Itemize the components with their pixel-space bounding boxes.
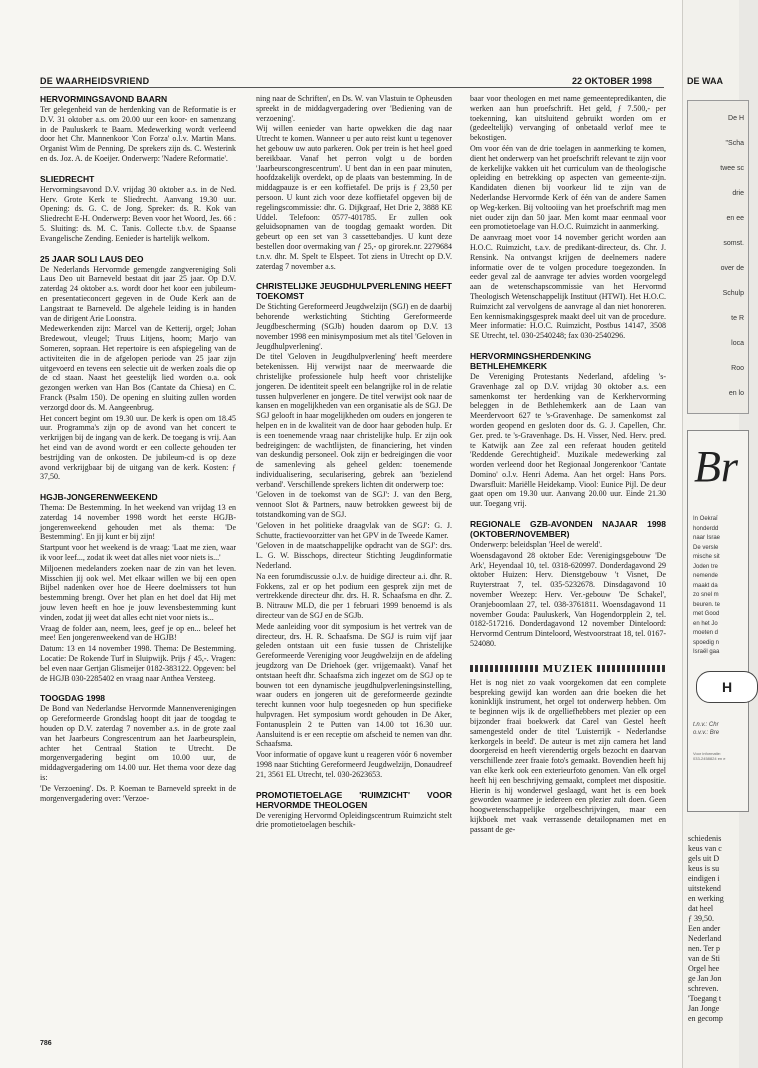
text-line: dat heel (688, 904, 714, 913)
text-line: gels uit D (688, 854, 720, 863)
sidebar-cell: twee sc (720, 165, 744, 172)
article-heading: HGJB-JONGERENWEEKEND (40, 492, 158, 503)
paragraph: ning naar de Schriften', en Ds. W. van Vlastuin te Opheusden spreekt in de middagvergadering over 'Bediening van de verzoening'. (256, 94, 452, 123)
paragraph: Wij willen eenieder van harte opwekken die dag naar Utrecht te komen. Wanneer u per auto reist kunt u tegenover het gebouw uw auto parkeren. Ook per trein is het heel goed bereikbaar. Vanaf het perron volgt u de borden 'Jaarbeurscongrescentrum'. U bent dan in een paar minuten, hoofdzakelijk overdekt, op de plaats van bestemming. In de middagpauze is er een koffietafel. De prijs is ƒ 23,50 per persoon. U kunt zich voor deze koffietafel opgeven bij de regelingscommissie: dhr. G. Dijkgraaf, Het Drie 2, 3888 KE Uddel. Telefoon: 0577-401785. Er zullen ook geluidsopnamen van de toogdag gemaakt worden. Dit gebeurt op een set van 3 cassettebandjes. U kunt deze bestellen door overmaking van ƒ 25,- op girorek.nr. 2279684 t.n.v. dhr. M. Spelt te Elspeet. Tot ziens in Utrecht op D.V. zaterdag 7 november a.s. (256, 124, 452, 271)
ad-line: maakt da (693, 582, 718, 589)
sidebar-cell: over de (720, 265, 744, 272)
paragraph: Vraag de folder aan, neem, lees, geef je op en... beleef het mee! Een jongerenweekend van de HGJB! (40, 623, 236, 643)
paragraph: De titel 'Geloven in Jeugdhulpverlening' heeft meerdere betekenissen. Hij verwijst naar de meerwaarde die christelijke professionele hulp heeft voor christelijke jongeren. De identiteit speelt een belangrijke rol in de relatie tussen hulpverlener en jongere. De titel verwijst ook naar de kansen en mogelijkheden van een organisatie als de SGJ. De SGJ gelooft in haar mogelijkheden om ouders en jongeren te helpen en in de kwaliteit van de door haar geboden hulp. Er is een toenemende vraag naar christelijke hulp. Er zijn ook bedreigingen: de wachtlijsten, de financiering, het vinden van deskundig personeel. Ook zijn er bedreigingen die voor de samenleving als geheel gelden: toenemende individualisering, secularisering, gebrek aan 'bezielend verband'. Verschillende sprekers lichten dit onderwerp toe: (256, 352, 452, 489)
page-header (0, 0, 682, 86)
section-gap (40, 483, 236, 492)
issue-date: 22 OKTOBER 1998 (572, 76, 652, 86)
ad-badge: H (696, 671, 758, 703)
column-2 (256, 94, 452, 1034)
paragraph: De aanvraag moet voor 14 november gericht worden aan H.O.C. Ruimzicht, t.a.v. de predikant-directeur, ds. Chr. J. Rensink. Na ontvangst krijgen de deelnemers nadere informatie over de te volgen procedure toegezonden. In eeder geval zal de aanvrage ter advies worden voorgelegd aan de wetenschapscommissie van het Hervormd Theologisch Wetenschappelijk Instituut (HTWI). Het H.O.C. Ruimzicht zal vervolgens de aanvrage al dan niet honoreren. Een kennismakingsgesprek maakt deel uit van de procedure. Meer informatie: H.O.C. Ruimzicht, Postbus 14147, 3508 SE Utrecht, tel. 030-2540248; fax 030-2540296. (470, 233, 666, 341)
ad-fine-line: 033-2458824 en e (693, 756, 726, 761)
ad-line: naar Israe (693, 535, 721, 541)
text-line: keus is su (688, 864, 720, 873)
paragraph: 'De Verzoening'. Ds. P. Koeman te Barneveld spreekt in de morgenvergadering over: 'Verzoe- (40, 783, 236, 803)
ad-line: Joden tre (693, 563, 719, 570)
adjacent-article-text (688, 834, 748, 1024)
ad-line: met Good (693, 611, 720, 617)
paragraph: De Bond van Nederlandse Hervormde Mannenverenigingen op Gereformeerde Grondslag hoopt dit jaar de toogdag te houden op D.V. zaterdag 7 november a.s. in de grote zaal van het Jaarbeurs Congrescentrum aan het Jaarbeursplein, achter het Centraal Station te Utrecht. De morgenvergadering begint om 10.00 uur, de middagvergadering om 14.00 uur. Het thema voor deze dag is: (40, 704, 236, 783)
ad-line: beuren. te (693, 601, 721, 608)
paragraph: Medewerkenden zijn: Marcel van de Ketterij, orgel; Johan Bredewout, vleugel; Truus Litjens, hoorn; Marjo van Someren, sopraan. Het repertoire is een afspiegeling van de activiteiten die in de afgelopen periode van 25 jaar zijn uitgevoerd en tevens een selectie uit de werken zoals die op de cd staan. Naast het geestelijk lied worden o.a. ook gezongen werken van Han Bos (Cantate da Chiesa) en C. Franck (Psalm 150). De opening en sluiting zullen worden verzorgd door ds. M. Aangeenbrug. (40, 324, 236, 412)
paragraph: Woensdagavond 28 oktober Ede: Verenigingsgebouw 'De Ark', Heyendaal 10, tel. 0318-620997. Donderdagavond 29 oktober Huizen: Herv. Dienstgebouw 't Visnet, De Ruyterstraat 7, tel. 035-5232678. Dinsdagavond 10 november Weezep: Herv. Ver.-gebouw 'De Schakel', Oranjeboomlaan 27, tel. 038-3761811. Woensdagavond 11 november Gouda: Pauluskerk, Van Hogendorpplein 2, tel. 0182-517216. Donderdagavond 12 november Dinteloord: Hervormd Centrum Dinteloord, Westvoorstraat 18, tel. 0167-524080. (470, 550, 666, 649)
ad-logo: Br (694, 442, 738, 491)
section-gap (40, 245, 236, 254)
article-heading: REGIONALE GZB-AVONDEN NAJAAR 1998 (OKTOBER/NOVEMBER) (470, 519, 666, 540)
section-gap (256, 272, 452, 281)
text-line: keus van c (688, 844, 722, 853)
article-heading: HERVORMINGSHERDENKING BETHLEHEMKERK (470, 350, 592, 371)
sidebar-cell: Schulp (722, 290, 744, 297)
text-line: Nederland (688, 934, 722, 943)
paragraph: De vereniging Hervormd Opleidingscentrum Ruimzicht stelt drie promotietoelagen beschik- (256, 810, 452, 830)
sidebar-cell: loca (731, 340, 744, 347)
paragraph: Om voor één van de drie toelagen in aanmerking te komen, dient het onderwerp van het proefschrift relevant te zijn voor de kerkelijke vakken uit het curriculum van de theologische opleiding en betrekking op aspecten van gemeente-zijn. Kandidaten dienen bij voorkeur lid te zijn van de Nederlandse Hervormde Kerk of één van de andere Samen op Weg-kerken. Bij voltooiing van het proefschrift mag men niet ouder zijn dan 50 jaar. Men komt maar eenmaal voor een promotietoelage van H.O.C. Ruimzicht in aanmerking. (470, 143, 666, 232)
text-line: schreven. (688, 984, 719, 993)
section-title-muziek (470, 663, 666, 675)
adjacent-page-header: DE WAA (687, 76, 723, 86)
paragraph: Onderwerp: beleidsplan 'Heel de wereld'. (470, 540, 602, 550)
paragraph: Thema: De Bestemming. In het weekend van vrijdag 13 en zaterdag 14 november 1998 wordt het eerste HGJB-jongerenweekend gehouden met als thema: 'De Bestemming'. En jij kunt er bij zijn! (40, 503, 236, 542)
ad-line: honderdd (693, 525, 719, 532)
ornament-left (470, 665, 539, 672)
paragraph: baar voor theologen en met name gemeentepredikanten, die werken aan hun proefschrift. Het geld, ƒ 7.500,- per toekenning, kan uitsluitend gebruikt worden om er (gedeeltelijk) vervanging of onbetaald verlof mee te bekostigen. (470, 94, 666, 143)
publication-title: DE WAARHEIDSVRIEND (40, 76, 150, 86)
ad-line: en het Jo (693, 620, 718, 627)
text-line: uitstekend (688, 884, 721, 893)
advertisement (687, 430, 749, 812)
ad-payment-note (693, 721, 719, 737)
paragraph: Het concert begint om 19.30 uur. De kerk is open om 18.45 uur. Programma's zijn op de avond van het concert te verkrijgen bij de ingang van de kerk. De toegang is vrij. Aan het eind van de avond wordt er een collecte gehouden ter bestrijding van de onkosten. De jubileum-cd is op deze avond verkrijgbaar bij de uitgang van de kerk. Kosten: ƒ 37,50. (40, 413, 236, 482)
page-number: 786 (40, 1040, 52, 1047)
paragraph: 'Geloven in het politieke draagvlak van de SGJ': G. J. Schutte, fractievoorzitter van het GPV in de Tweede Kamer. (256, 520, 452, 540)
paragraph: 'Geloven in de toekomst van de SGJ': J. van den Berg, vennoot Slot & Partners, nauw betrokken geweest bij de totstandkoming van de SGJ. (256, 490, 452, 520)
text-line: schiedenis (688, 834, 722, 843)
ad-line: De versle (693, 544, 719, 551)
text-line: nen. Ter p (688, 944, 720, 953)
section-gap (256, 781, 452, 790)
ad-line: Israël gaa (693, 649, 720, 655)
text-line: Jan Jonge (688, 1004, 720, 1013)
ad-sig-line: o.v.v.: Bre (693, 730, 720, 736)
sidebar-cell: Roo (731, 365, 744, 372)
column-3 (470, 94, 666, 1034)
paragraph: De Stichting Gereformeerd Jeugdwelzijn (SGJ) en de daarbij behorende werkstichting Stichting Gereformeerde Jeugdbescherming (SGJb) houden daarom op D.V. 13 november 1998 een minisymposium met als titel 'Geloven in Jeugdhulpverlening'. (256, 302, 452, 351)
sidebar-cell: en ee (726, 215, 744, 222)
ad-text (693, 515, 747, 658)
section-gap (40, 165, 236, 174)
text-line: 'Toegang t (688, 994, 722, 1003)
text-line: ƒ 39,50. (688, 914, 714, 923)
ad-line: spoedig n (693, 639, 720, 646)
ad-fine-print (693, 751, 725, 761)
ad-line: In Oekraï (693, 516, 718, 522)
paragraph: Datum: 13 en 14 november 1998. Thema: De Bestemming. Locatie: De Rokende Turf in Sluipwijk. Prijs ƒ 45,-. Vragen: bel even naar Gertjan Glismeijer 0182-383122. Opgeven: bel de HGJB 030-2285402 en vraag naar Anthea Versteeg. (40, 644, 236, 683)
paragraph: Het is nog niet zo vaak voorgekomen dat een complete bespreking gewijd kan worden aan drie boeken die het koninklijk instrument, het orgel tot onderwerp hebben. Om te beginnen wijs ik de orgelliefhebbers met plezier op een bijzonder fraai boekwerk dat Carel van Gestel heeft samengesteld onder de titel 'Luisterrijk - Nederlandse kerkorgels in beeld'. De auteur is met zijn camera het land doorgereisd en heeft vierendertig orgels bezocht en daarvan verschillende zeer fraaie foto's gemaakt. Bovendien heeft hij van elke kerk ook een exterieurfoto genomen. Van elk orgel heeft hij een beschrijving gemaakt, compleet met dispositie. Hierin is hij wonderwel geslaagd, want het is een boek geworden waarmee je iedereen een plezier zult doen. Geen hoogwetenschappelijke orgelbeschrijvingen, maar een kijkboek met vaak verrassende detailopnamen met en passant de ge- (470, 677, 666, 834)
article-heading: SLIEDRECHT (40, 173, 95, 184)
text-line: Een ander (688, 924, 721, 933)
paragraph: Startpunt voor het weekend is de vraag: 'Laat me zien, waar ik voor leef..., zodat ik weet dat alles niet voor niets is...' (40, 543, 236, 563)
section-gap (470, 650, 666, 659)
paragraph: Na een forumdiscussie o.l.v. de huidige directeur a.i. dhr. R. Fokkens, zal er op het podium een gesprek zijn met de vertrekkende directeur dhr. drs. H. R. Schaafsma en dhr. Z. B. Nitrauw MLD, die per 1 februari 1999 benoemd is als directeur van de SGJ en de SGJb. (256, 571, 452, 621)
text-line: Orgel hee (688, 964, 720, 973)
article-heading: HERVORMINGSAVOND BAARN (40, 94, 168, 104)
ad-line: mische sit (693, 554, 720, 560)
section-gap (40, 684, 236, 693)
article-heading: PROMOTIETOELAGE 'RUIMZICHT' VOOR HERVORMDE THEOLOGEN (256, 789, 452, 810)
ad-sig-line: t.n.v.: Chr (693, 722, 719, 728)
article-heading: TOOGDAG 1998 (40, 693, 106, 704)
sidebar-cell: somst. (723, 240, 744, 247)
ad-line: nemende (693, 573, 719, 579)
paragraph: De Vereniging Protestants Nederland, afdeling 's-Gravenhage zal op D.V. vrijdag 30 oktober a.s. een samenkomst ter herdenking van de Kerkhervorming beleggen in de Bethlehemkerk aan de Laan van Meerdervoort 627 te 's-Gravenhage. De samenkomst zal worden geopend en gesloten door ds. G. J. Capellen, Chr. Ger. pred. te 's-Gravenhage. Ds. H. Visser, Ned. Herv. pred. te Katwijk aan Zee zal een referaat houden getiteld 'Reddende Gerechtigheid'. Muzikale medewerking zal worden verleend door het Regionaal Jongerenkoor 'Cantate Domino' o.l.v. Henri Adema. Aan het orgel: Hans Pors. Dwarsfluit: Mariëlle Heidekamp. Vioolː Eunice Pijl. De deur gaat open om 19.30 uur. Aanvang 20.00 uur. Einde 21.30 uur. Toegang vrij. (470, 371, 666, 509)
article-heading: 25 JAAR SOLI LAUS DEO (40, 253, 144, 264)
paragraph: Miljoenen medelanders zoeken naar de zin van het leven. Misschien jij ook wel. Met elkaar willen we bij een open Bijbel nadenken over hoe de Heere doelmissers tot hun bestemming brengt. Over het plan en het doel dat Hij met jouw leven heeft en hoe je jouw levensbestemming kunt vinden, zodat jij weet dat alles echt niet voor niets is... (40, 563, 236, 622)
text-line: ge Jan Jon (688, 974, 722, 983)
paragraph: Ter gelegenheid van de herdenking van de Reformatie is er D.V. 31 oktober a.s. om 20.00 uur een koor- en samenzang in de Pauluskerk te Baarn. Medewerking wordt verleend door het Chr. Mannenkoor 'Con Forza' o.l.v. Martin Mans. Organist Wim de Penning. De sprekers zijn ds. C. Westerink en ds. Joz. A. de Koeijer. Onderwerp: 'Nadere Reformatie'. (40, 105, 236, 163)
paragraph: 'Geloven in de maatschappelijke opdracht van de SGJ': drs. L. G. W. Bisschops, directeur Stichting Jeugdinformatie Nederland. (256, 541, 452, 571)
paragraph: Voor informatie of opgave kunt u reageren vóór 6 november 1998 naar Stichting Gereformeerd Jeugdwelzijn, Donaudreef 21, 3561 EL Utrecht, tel. 030-2623653. (256, 750, 452, 779)
ad-fine-line: Voor informatie: (693, 751, 722, 756)
sidebar-cell: "Scha (725, 140, 744, 147)
sidebar-cell: drie (732, 190, 744, 197)
adjacent-page (682, 0, 744, 1068)
adjacent-sidebar-box (687, 100, 749, 414)
header-rule (40, 87, 664, 88)
text-line: eindigen i (688, 874, 720, 883)
sidebar-cell: te R (731, 315, 744, 322)
sidebar-cell: en lo (728, 390, 744, 397)
article-heading: CHRISTELIJKE JEUGDHULPVERLENING HEEFT TOEKOMST (256, 281, 452, 302)
text-line: en werking (688, 894, 724, 903)
ad-line: moeten d (693, 630, 719, 636)
muziek-label: MUZIEK (542, 662, 594, 675)
paragraph: Hervormingsavond D.V. vrijdag 30 oktober a.s. in de Ned. Herv. Grote Kerk te Sliedrecht. Aanvang 19.30 uur. Opening: ds. G. C. de Jong. Spreker: ds. R. Kok van Sliedrecht E-H. Onderwerp: Beven voor het Woord, Jes. 66 : 5. Sluiting: ds. M. C. Tanis. Collecte t.b.v. de Spaanse Evangelische Zending. Eenieder is hartelijk welkom. (40, 184, 236, 243)
ornament-right (597, 665, 666, 672)
text-line: van de Sti (688, 954, 720, 963)
sidebar-cell: De H (728, 115, 744, 122)
column-1 (40, 94, 236, 1034)
ad-line: zo snel m (693, 592, 719, 598)
paragraph: De Nederlands Hervormde gemengde zangvereniging Soli Laus Deo uit Barneveld bestaat dit jaar 25 jaar. Op D.V. zaterdag 24 oktober a.s. wordt door het koor een jubileum- en presentatieconcert gegeven in de Oude Kerk aan de Langstraat te Barneveld. De algehele leiding is in handen van de dirigent Arie Loonstra. (40, 264, 236, 323)
section-gap (470, 510, 666, 519)
text-line: en gecomp (688, 1014, 723, 1023)
section-gap (470, 342, 666, 351)
paragraph: Mede aanleiding voor dit symposium is het vertrek van de directeur, drs. H. R. Schaafsma. De SGJ is ruim vijf jaar geleden ontstaan uit een fusie tussen de Christelijke Gereformeerde Vereniging voor Jeugdwelzijn en de afdeling jeugdzorg van De Driehoek (ger. vrijgemaakt). Vanaf het ontstaan heeft dhr. Schaafsma zich ingezet om de SGJ op te bouwen tot een dynamische jeugdhulpverleningsinstelling, waar ouders en jongeren uit de gereformeerde gezindte terecht kunnen voor hulp toegesneden op hun specifieke hulpvragen. Het symposium wordt gehouden in De Aker, Fontanusplein 2 te Putten van 14.00 tot 16.30 uur. Aansluitend is er een receptie om afscheid te nemen van dhr. Schaafsma. (256, 621, 452, 749)
